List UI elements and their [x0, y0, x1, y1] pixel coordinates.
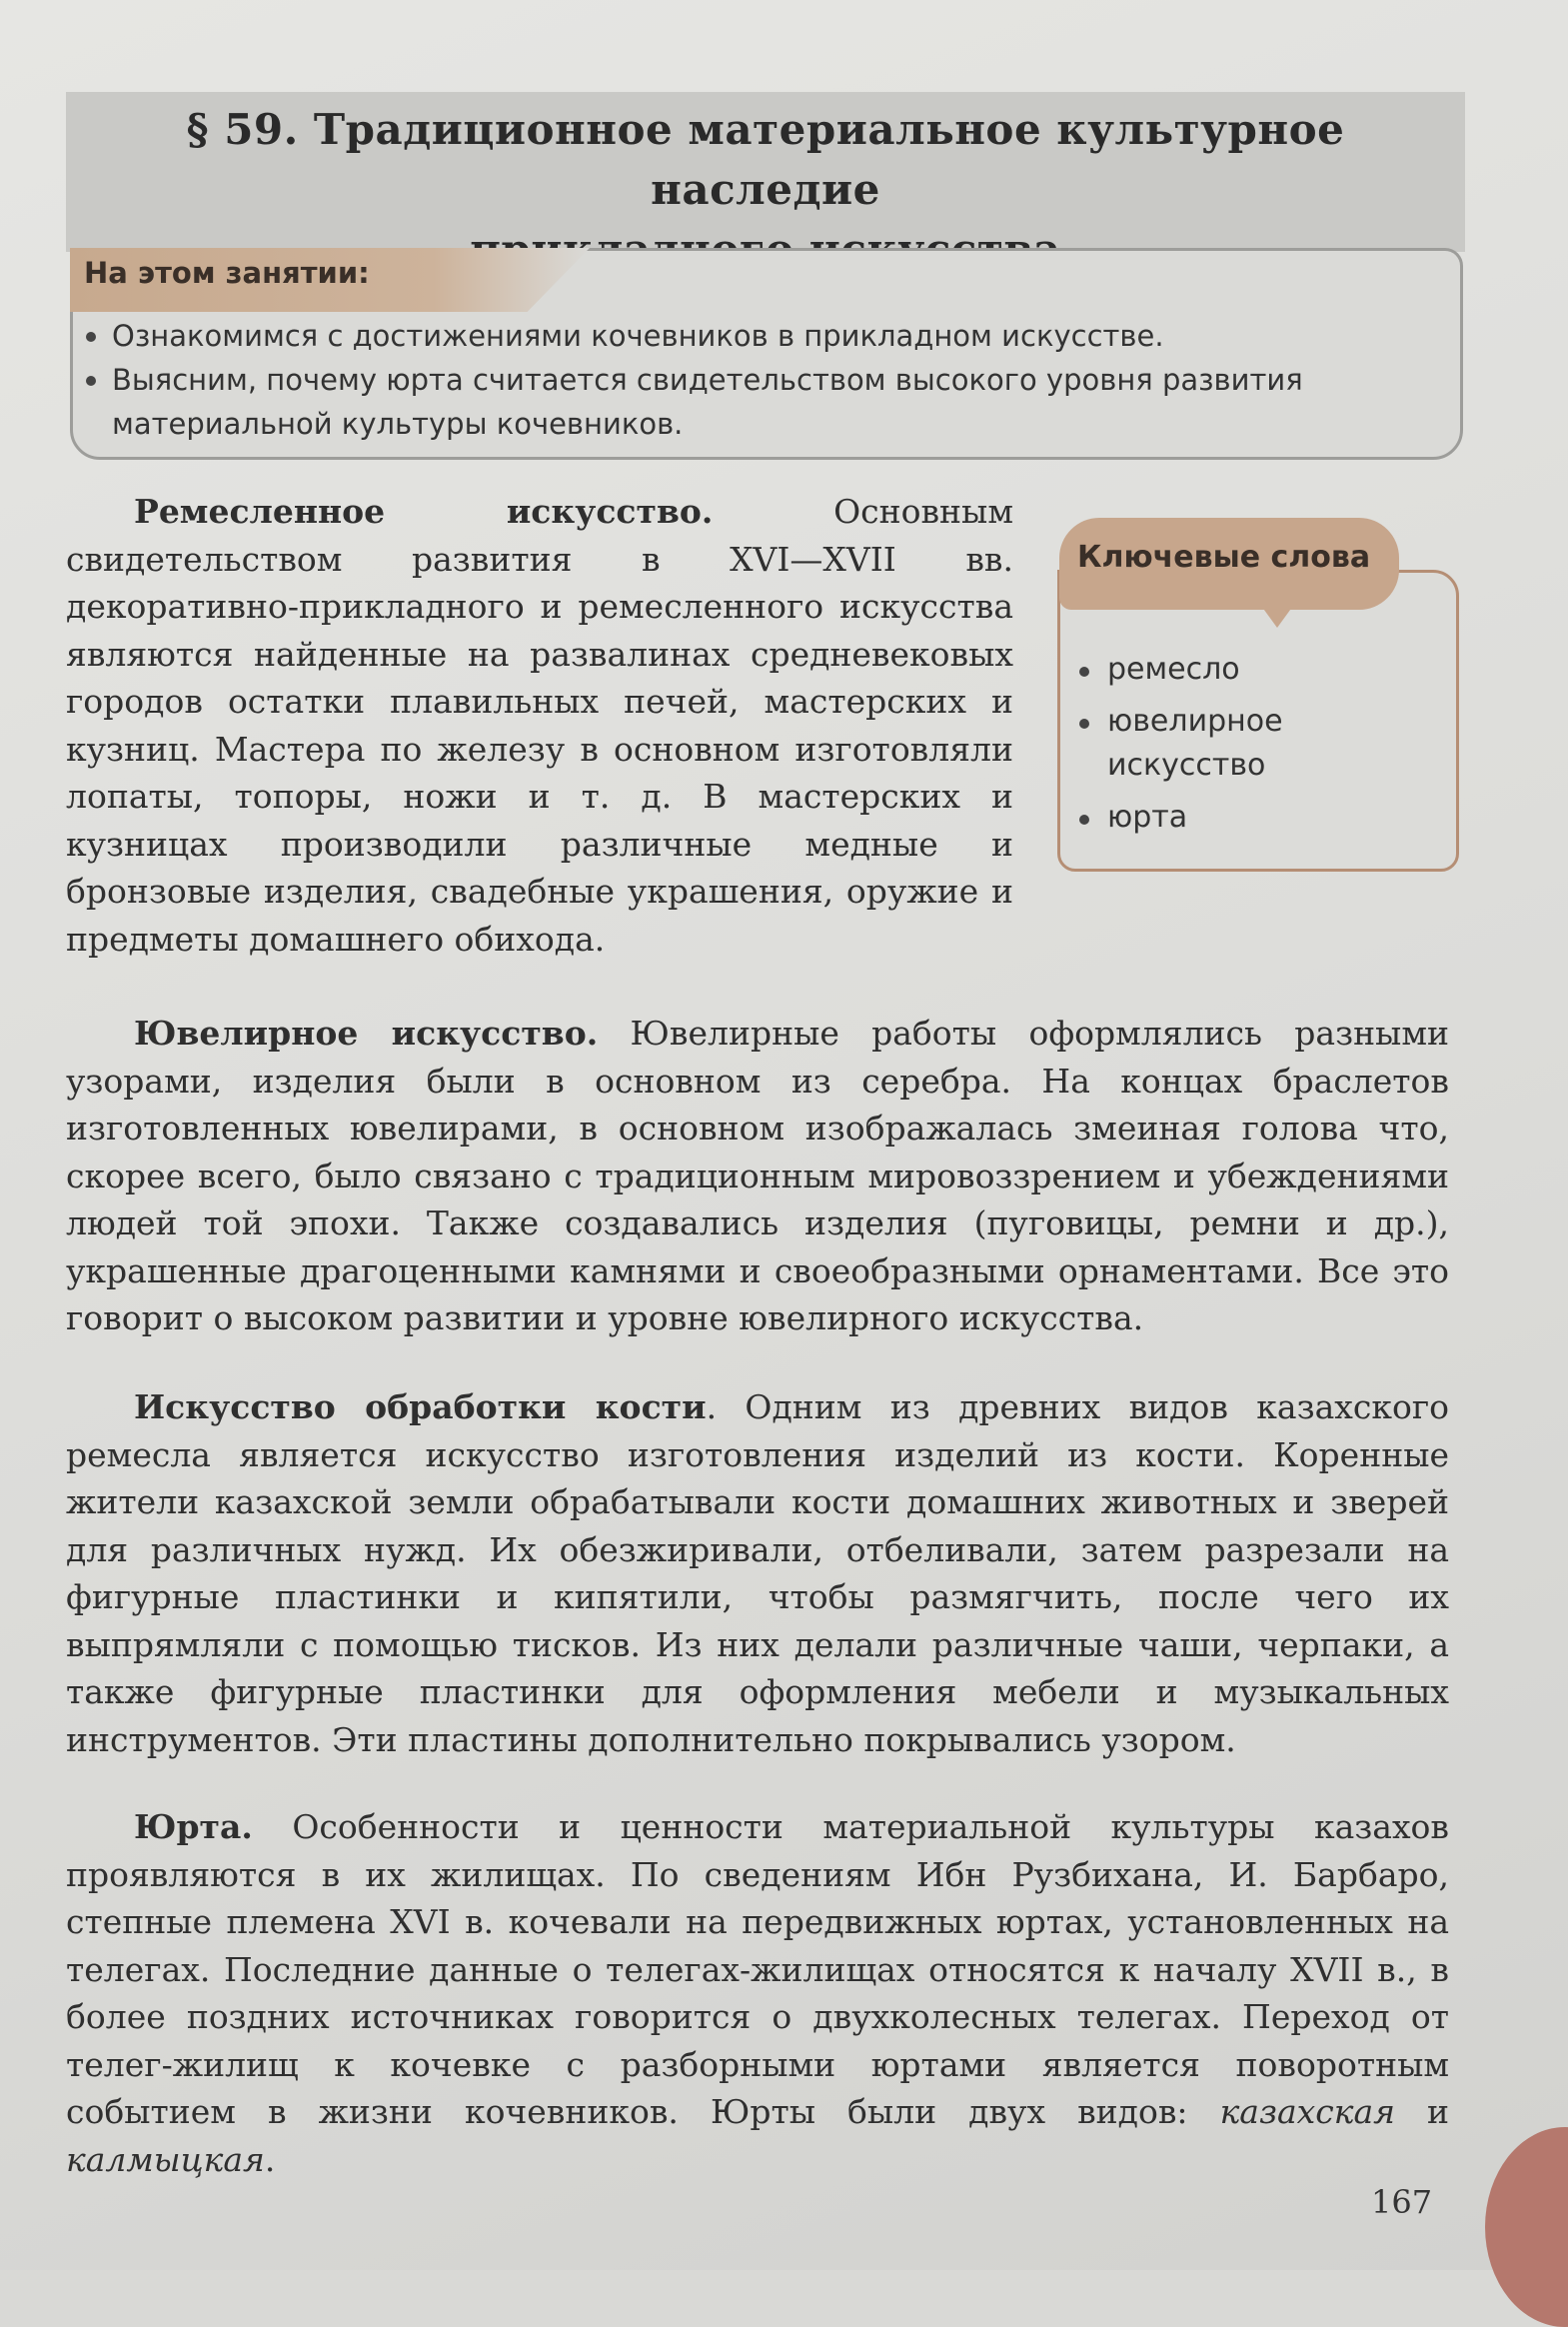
keywords-tab-pointer: [1261, 606, 1293, 628]
keyword-item: юрта: [1077, 796, 1437, 840]
section-text: Основным свидетельством развития в XVI—XVII вв. декоративно-прикладного и ремесленного искусства являются найденные на развалинах средневековых городов остатки плавильных печей, мастерских и кузниц. Мастера по железу в основном изготовляли лопаты, топоры, ножи и т. д. В мастерских и кузницах производили различные медные и бронзовые изделия, свадебные украшения, оружие и предметы домашнего обихода.: [66, 492, 1013, 959]
section-jewelry-paragraph: [66, 1010, 1449, 1342]
section-yurt-paragraph: [66, 1803, 1449, 2183]
title-line-1: § 59. Традиционное материальное культурное наследие: [186, 105, 1345, 214]
section-heading: Юрта.: [134, 1807, 253, 1846]
yurt-type-kazakh: казахская: [1219, 2092, 1395, 2131]
section-text: Ювелирные работы оформлялись разными узорами, изделия были в основном из серебра. На концах браслетов изготовленных ювелирами, в основном изображалась змеиная голова что, скорее всего, было связано с традиционным мировоззрением и убеждениями людей той эпохи. Также создавались изделия (пуговицы, ремни и др.), украшенные драгоценными камнями и своеобразными орнаментами. Все это говорит о высоком развитии и уровне ювелирного искусства.: [66, 1014, 1449, 1337]
section-heading: Ювелирное искусство.: [134, 1014, 599, 1053]
lesson-goals-heading: На этом занятии:: [84, 256, 370, 290]
keyword-item: ювелирное искусство: [1077, 700, 1437, 788]
keywords-list: [1077, 648, 1437, 848]
section-bone-paragraph: [66, 1383, 1449, 1763]
section-text: . Одним из древних видов казахского ремесла является искусство изготовления изделий из кости. Коренные жители казахской земли обрабатывали кости домашних животных и зверей для различных нужд. Их обезжиривали, отбеливали, затем разрезали на фигурные пластинки и кипятили, чтобы размягчить, после чего их выпрямляли с помощью тисков. Из них делали различные чаши, черпаки, а также фигурные пластинки для оформления мебели и музыкальных инструментов. Эти пластины дополнительно покрывались узором.: [66, 1387, 1449, 1759]
section-text: Особенности и ценности материальной культуры казахов проявляются в их жилищах. По сведениям Ибн Рузбихана, И. Барбаро, степные племена XVI в. кочевали на передвижных юртах, установленных на телегах. Последние данные о телегах-жилищах относятся к началу XVII в., в более поздних источниках говорится о двухколесных телегах. Переход от телег-жилищ к кочевке с разборными юртами является поворотным событием в жизни кочевников. Юрты были двух видов:: [66, 1807, 1449, 2131]
keyword-item: ремесло: [1077, 648, 1437, 692]
section-heading: Искусство обработки кости: [134, 1387, 707, 1426]
section-crafts-paragraph: [66, 488, 1013, 963]
yurt-type-kalmyk: калмыцкая: [66, 2139, 265, 2179]
lesson-goal-item: Выясним, почему юрта считается свидетельством высокого уровня развития материальной культуры кочевников.: [84, 358, 1443, 446]
lesson-goal-item: Ознакомимся с достижениями кочевников в прикладном искусстве.: [84, 314, 1443, 358]
keywords-heading: Ключевые слова: [1077, 540, 1371, 575]
section-text-connector: и: [1394, 2092, 1450, 2131]
page-number: 167: [1371, 2183, 1433, 2221]
lesson-goals-list: [84, 314, 1443, 446]
section-heading: Ремесленное искусство.: [134, 492, 714, 531]
thumb-edge: [1485, 2127, 1568, 2327]
section-text-end: .: [264, 2139, 276, 2179]
